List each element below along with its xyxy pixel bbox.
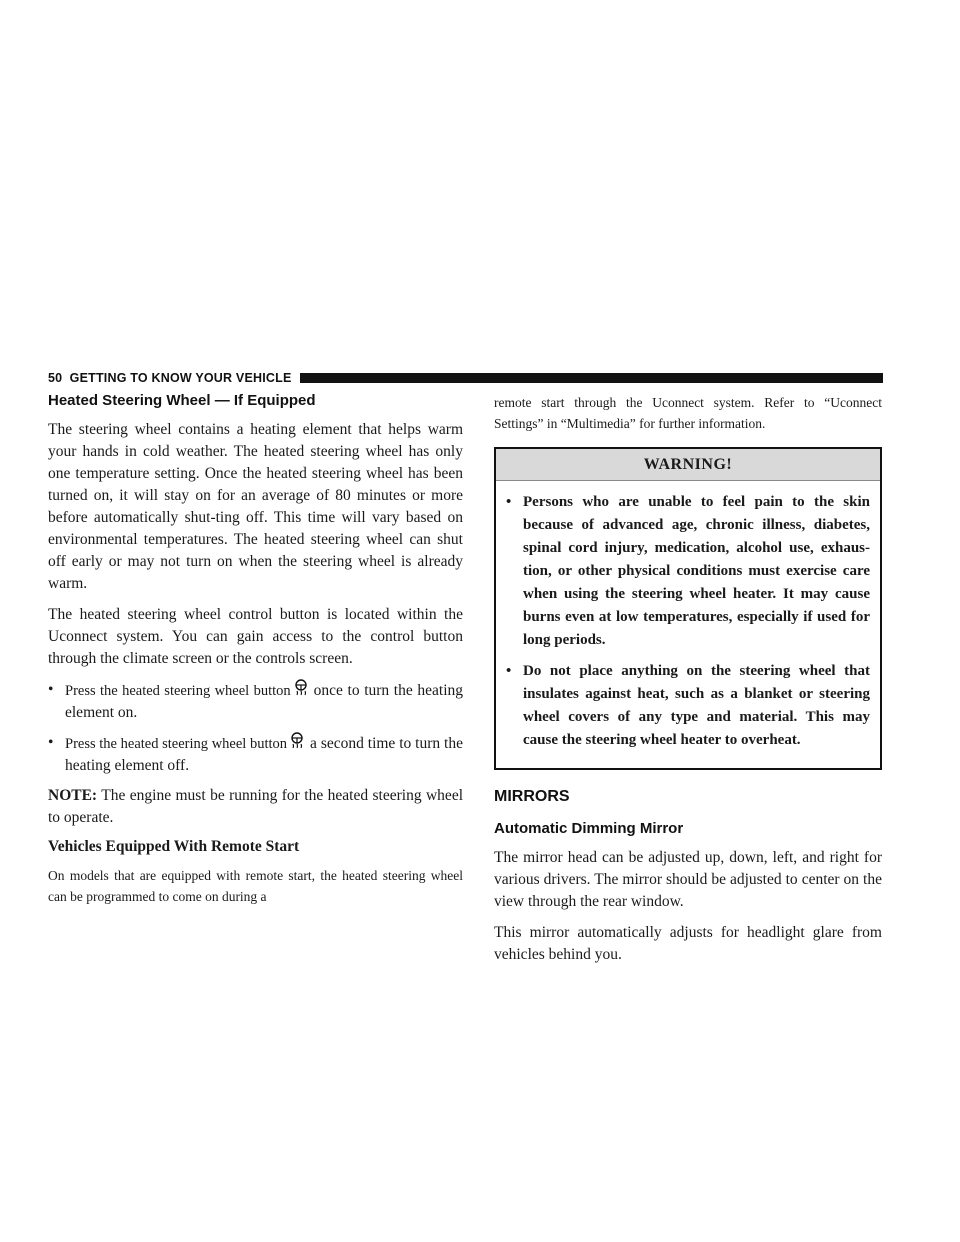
warning-box	[494, 447, 882, 770]
note-text: The engine must be running for the heated steering wheel to operate.	[48, 787, 463, 826]
right-column	[494, 392, 882, 975]
paragraph: On models that are equipped with remote start, the heated steering wheel can be programmed to come on during a	[48, 868, 463, 904]
warning-item	[506, 491, 870, 652]
note-label: NOTE:	[48, 787, 98, 804]
page-header-text	[48, 371, 292, 385]
bullet-dot: •	[48, 681, 54, 698]
bullet-text-before: Press the heated steering wheel button	[65, 736, 288, 752]
page-header	[48, 370, 883, 386]
list-item	[48, 679, 463, 724]
left-column	[48, 392, 463, 916]
paragraph-continued: remote start through the Uconnect system. Refer to “Uconnect Settings” in “Multimedia” for further information.	[494, 395, 882, 431]
bullet-text-after: a second time to turn the heating element off.	[65, 735, 463, 774]
paragraph: This mirror automatically adjusts for headlight glare from vehicles behind you.	[494, 924, 882, 963]
warning-item	[506, 660, 870, 752]
bullet-text-before: Press the heated steering wheel button	[65, 683, 291, 699]
heated-steering-wheel-icon	[293, 679, 309, 697]
warning-item-text: Persons who are unable to feel pain to the skin because of advanced age, chronic illness, diabetes, spinal cord injury, medication, alcohol use, exhaus-tion, or other physical conditions must exercise care when using the steering wheel heater. It may cause burns even at low temperatures, especially if used for long periods.	[523, 494, 870, 648]
paragraph: The steering wheel contains a heating element that helps warm your hands in cold weather. The heated steering wheel has only one temperature setting. Once the heated steering wheel has been turned on, it will stay on for an average of 80 minutes or more before automatically shut-ting off. This time will vary based on environmental temperatures. The heated steering wheel can shut off early or may not turn on when the steering wheel is already warm.	[48, 421, 463, 592]
bullet-dot: •	[506, 494, 512, 510]
section-title-heated-steering-wheel: Heated Steering Wheel — If Equipped	[48, 392, 316, 409]
header-rule	[300, 373, 884, 383]
subheading-remote-start: Vehicles Equipped With Remote Start	[48, 838, 300, 855]
paragraph: The mirror head can be adjusted up, down, left, and right for various drivers. The mirror should be adjusted to center on the view through the rear window.	[494, 849, 882, 910]
warning-item-text: Do not place anything on the steering wheel that insulates against heat, such as a blanket or steering wheel covers of any type and material. This may cause the steering wheel heater to overheat.	[523, 663, 870, 748]
paragraph: The heated steering wheel control button is located within the Uconnect system. You can gain access to the control button through the climate screen or the controls screen.	[48, 606, 463, 667]
heated-steering-wheel-icon	[289, 732, 305, 750]
page-number: 50	[48, 371, 63, 385]
warning-body	[496, 481, 880, 768]
note-paragraph	[48, 785, 463, 829]
major-title-mirrors: MIRRORS	[494, 788, 570, 805]
warning-title: WARNING!	[496, 449, 880, 481]
bullet-dot: •	[48, 734, 54, 751]
list-item	[48, 732, 463, 777]
chapter-title: GETTING TO KNOW YOUR VEHICLE	[69, 371, 292, 385]
bullet-text-after: once to turn the heating element on.	[65, 682, 463, 721]
section-title-automatic-dimming-mirror: Automatic Dimming Mirror	[494, 820, 684, 837]
bullet-dot: •	[506, 663, 512, 679]
